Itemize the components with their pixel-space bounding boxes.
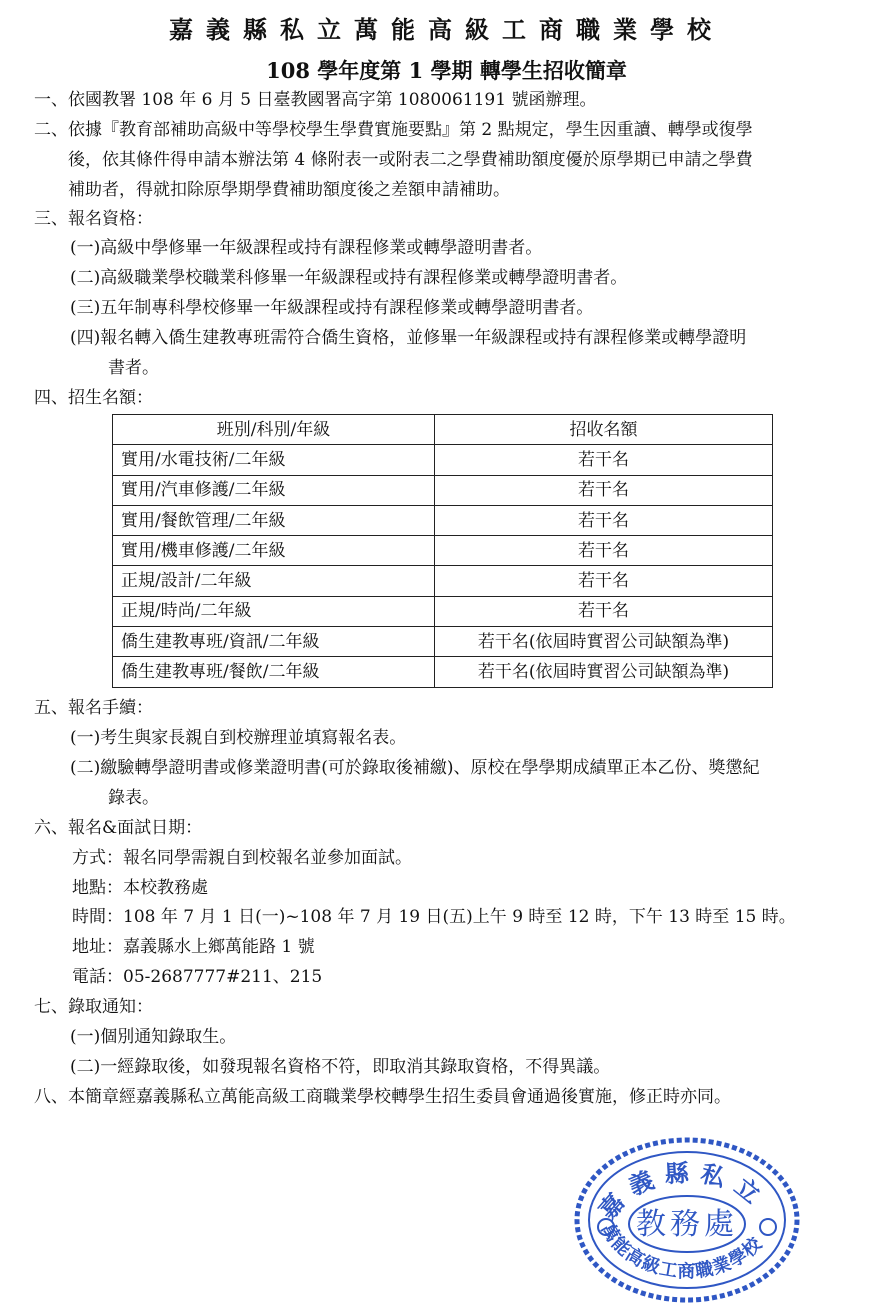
section-3-item-4-line-2: 書者。 [108,358,159,378]
section-6-time: 時間：108 年 7 月 1 日(一)~108 年 7 月 19 日(五)上午 9 時至 12 時，下午 13 時至 15 時。 [72,907,796,927]
section-6-title: 六、報名&面試日期： [34,818,203,838]
table-row [113,657,773,687]
document-title: 108 學年度第 1 學期 轉學生招收簡章 [266,58,627,83]
table-row [113,566,773,596]
cell-class: 正規/設計/二年級 [113,566,435,596]
section-7-item-2: (二)一經錄取後，如發現報名資格不符，即取消其錄取資格，不得異議。 [70,1057,611,1077]
table-row [113,505,773,535]
table-row [113,536,773,566]
table-header-row [113,415,773,445]
section-6-method: 方式：報名同學需親自到校報名並參加面試。 [72,848,412,868]
section-3-item-2: (二)高級職業學校職業科修畢一年級課程或持有課程修業或轉學證明書者。 [70,268,628,288]
seal-flower-icon [760,1219,776,1235]
section-5-item-2-line-2: 錄表。 [108,788,159,808]
section-3-item-1: (一)高級中學修畢一年級課程或持有課程修業或轉學證明書者。 [70,238,543,258]
section-3-item-4-line-1: (四)報名轉入僑生建教專班需符合僑生資格，並修畢一年級課程或持有課程修業或轉學證明 [70,328,747,348]
cell-class: 正規/時尚/二年級 [113,596,435,626]
school-name: 嘉義縣私立萬能高級工商職業學校 [169,15,724,44]
cell-quota: 若干名(依屆時實習公司缺額為準) [435,657,773,687]
section-3-item-3: (三)五年制專科學校修畢一年級課程或持有課程修業或轉學證明書者。 [70,298,594,318]
section-6-phone: 電話：05-2687777#211、215 [72,967,323,987]
official-seal-stamp [558,1132,816,1306]
seal-bottom-text: 萬能高級工商職業學校 [596,1219,767,1283]
table-row [113,445,773,475]
section-5-title: 五、報名手續： [34,698,153,718]
table-row [113,475,773,505]
cell-class: 僑生建教專班/資訊/二年級 [113,627,435,657]
cell-quota: 若干名 [435,566,773,596]
cell-class: 實用/水電技術/二年級 [113,445,435,475]
cell-quota: 若干名 [435,536,773,566]
cell-quota: 若干名 [435,596,773,626]
section-6-place: 地點：本校教務處 [72,878,208,898]
cell-quota: 若干名 [435,505,773,535]
cell-quota: 若干名(依屆時實習公司缺額為準) [435,627,773,657]
table-row [113,627,773,657]
header-quota: 招收名額 [435,415,773,445]
cell-class: 實用/汽車修護/二年級 [113,475,435,505]
table-row [113,596,773,626]
quota-table [112,414,773,688]
seal-center-text: 教務處 [636,1207,738,1242]
section-6-address: 地址：嘉義縣水上鄉萬能路 1 號 [72,937,315,957]
cell-quota: 若干名 [435,445,773,475]
section-5-item-1: (一)考生與家長親自到校辦理並填寫報名表。 [70,728,407,748]
section-1: 一、依國教署 108 年 6 月 5 日臺教國署高字第 1080061191 號函辦理。 [34,90,597,110]
cell-class: 實用/餐飲管理/二年級 [113,505,435,535]
section-3-title: 三、報名資格： [34,209,153,229]
section-7-title: 七、錄取通知： [34,997,153,1017]
seal-top-text: 嘉義縣私立 [592,1157,774,1225]
section-2-line-3: 補助者，得就扣除原學期學費補助額度後之差額申請補助。 [68,180,510,200]
cell-quota: 若干名 [435,475,773,505]
section-8: 八、本簡章經嘉義縣私立萬能高級工商職業學校轉學生招生委員會通過後實施，修正時亦同。 [34,1087,731,1107]
section-2-line-1: 二、依據『教育部補助高級中等學校學生學費實施要點』第 2 點規定，學生因重讀、轉學或復學 [34,120,753,140]
cell-class: 實用/機車修護/二年級 [113,536,435,566]
section-7-item-1: (一)個別通知錄取生。 [70,1027,237,1047]
cell-class: 僑生建教專班/餐飲/二年級 [113,657,435,687]
section-2-line-2: 後，依其條件得申請本辦法第 4 條附表一或附表二之學費補助額度優於原學期已申請之學費 [68,150,753,170]
header-class: 班別/科別/年級 [113,415,435,445]
section-5-item-2-line-1: (二)繳驗轉學證明書或修業證明書(可於錄取後補繳)、原校在學學期成績單正本乙份、獎懲紀 [70,758,760,778]
section-4-title: 四、招生名額： [34,388,153,408]
